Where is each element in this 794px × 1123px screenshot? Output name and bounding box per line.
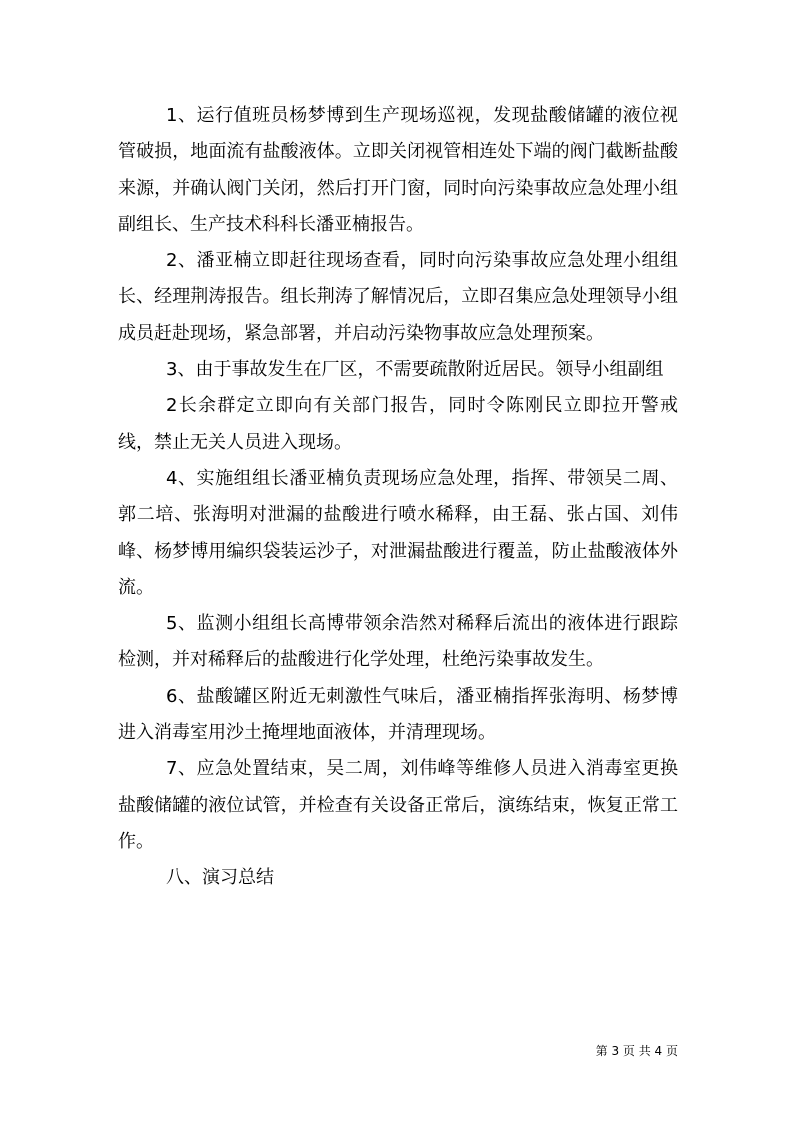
section-heading: 八、演习总结 <box>166 867 274 889</box>
paragraph-3: 3、由于事故发生在厂区，不需要疏散附近居民。领导小组副组 <box>166 359 664 381</box>
paragraph-7: 7、应急处置结束，吴二周，刘伟峰等维修人员进入消毒室更换盐酸储罐的液位试管，并检查有关设备正常后，演练结束，恢复正常工作。 <box>118 758 678 852</box>
paragraph-6: 6、盐酸罐区附近无刺激性气味后，潘亚楠指挥张海明、杨梦博进入消毒室用沙土掩埋地面液体，并清理现场。 <box>118 685 678 744</box>
page-number-footer: 第 3 页 共 4 页 <box>595 1044 678 1058</box>
paragraph-4: 4、实施组组长潘亚楠负责现场应急处理，指挥、带领吴二周、郭二培、张海明对泄漏的盐酸进行喷水稀释，由王磊、张占国、刘伟峰、杨梦博用编织袋装运沙子，对泄漏盐酸进行覆盖，防止盐酸液体外流。 <box>118 467 678 598</box>
paragraph-3-continued: 2长余群定立即向有关部门报告，同时令陈刚民立即拉开警戒线，禁止无关人员进入现场。 <box>118 395 678 453</box>
paragraph-2: 2、潘亚楠立即赶往现场查看，同时向污染事故应急处理小组组长、经理荆涛报告。组长荆涛了解情况后，立即召集应急处理领导小组成员赶赴现场，紧急部署，并启动污染物事故应急处理预案。 <box>118 250 678 344</box>
paragraph-5: 5、监测小组组长高博带领余浩然对稀释后流出的液体进行跟踪检测，并对稀释后的盐酸进行化学处理，杜绝污染事故发生。 <box>118 613 678 671</box>
paragraph-1: 1、运行值班员杨梦博到生产现场巡视，发现盐酸储罐的液位视管破损，地面流有盐酸液体。立即关闭视管相连处下端的阀门截断盐酸来源，并确认阀门关闭，然后打开门窗，同时向污染事故应急处理小组副组长、生产技术科科长潘亚楠报告。 <box>118 105 678 235</box>
document-body <box>118 98 678 897</box>
